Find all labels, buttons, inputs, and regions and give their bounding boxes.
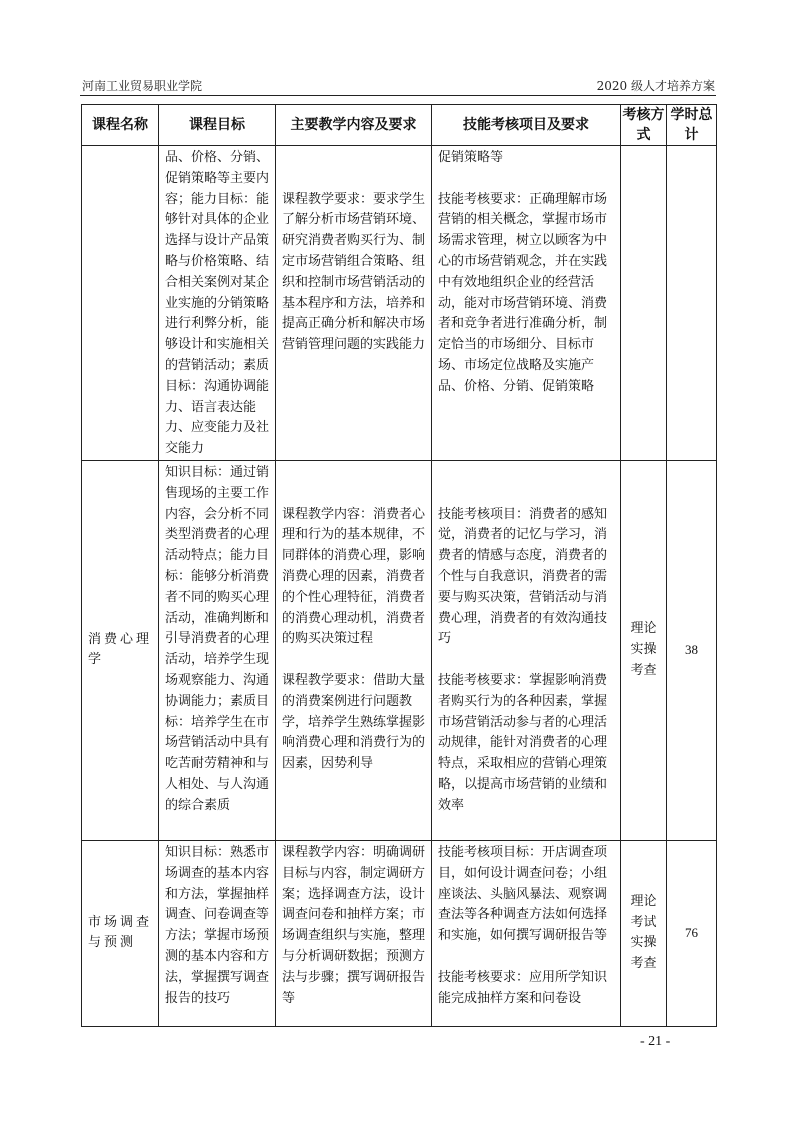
- course-name-cell: 市场调查与预测: [82, 840, 159, 1026]
- skills-cell: 促销策略等 技能考核要求：正确理解市场营销的相关概念，掌握市场市场需求管理，树立以顾客为中心的市场营销观念，并在实践中有效地组织企业的经营活动，能对市场营销环境、消费者和竞争者进行准确分析，制定恰当的市场细分、目标市场、市场定位战略及实施产品、价格、分销、促销策略: [432, 146, 621, 461]
- col-header-skills: 技能考核项目及要求: [432, 105, 621, 146]
- table-header-row: [82, 105, 717, 146]
- content-cell: 课程教学内容：消费者心理和行为的基本规律，不同群体的消费心理，影响消费心理的因素，消费者的个性心理特征，消费者的消费心理动机，消费者的购买决策过程 课程教学要求：借助大量的消费案例进行问题教学，培养学生熟练掌握影响消费心理和消费行为的因素，因势利导: [276, 460, 432, 840]
- course-name-cell: [82, 146, 159, 461]
- page-number: - 21 -: [640, 1034, 671, 1049]
- curriculum-table: [81, 104, 717, 1027]
- table-row: [82, 460, 717, 840]
- hours-cell: [667, 146, 717, 461]
- course-name-cell: 消费心理学: [82, 460, 159, 840]
- hours-cell: 38: [667, 460, 717, 840]
- content-cell: 课程教学要求：要求学生了解分析市场营销环境、研究消费者购买行为、制定市场营销组合策略、组织和控制市场营销活动的基本程序和方法，培养和提高正确分析和解决市场营销管理问题的实践能力: [276, 146, 432, 461]
- method-cell: [621, 146, 667, 461]
- skills-cell: 技能考核项目：消费者的感知觉，消费者的记忆与学习，消费者的情感与态度，消费者的个性与自我意识，消费者的需要与购买决策，营销活动与消费心理，消费者的有效沟通技巧 技能考核要求：掌握影响消费者购买行为的各种因素，掌握市场营销活动参与者的心理活动规律，能针对消费者的心理特点，采取相应的营销心理策略，以提高市场营销的业绩和效率: [432, 460, 621, 840]
- course-goals-cell: 知识目标：熟悉市场调查的基本内容和方法，掌握抽样调查、问卷调查等方法；掌握市场预测的基本内容和方法，掌握撰写调查报告的技巧: [159, 840, 276, 1026]
- course-goals-cell: 知识目标：通过销售现场的主要工作内容，会分析不同类型消费者的心理活动特点；能力目标：能够分析消费者不同的购买心理活动，准确判断和引导消费者的心理活动，培养学生现场观察能力、沟通协调能力；素质目标：培养学生在市场营销活动中具有吃苦耐劳精神和与人相处、与人沟通的综合素质: [159, 460, 276, 840]
- col-header-hours: 学时总计: [667, 105, 717, 146]
- institution-name: 河南工业贸易职业学院: [82, 79, 203, 93]
- col-header-course-name: 课程名称: [82, 105, 159, 146]
- hours-cell: 76: [667, 840, 717, 1026]
- content-cell: 课程教学内容：明确调研目标与内容，制定调研方案；选择调查方法，设计调查问卷和抽样方案；市场调查组织与实施，整理与分析调研数据；预测方法与步骤；撰写调研报告等: [276, 840, 432, 1026]
- col-header-method: 考核方式: [621, 105, 667, 146]
- method-cell: 理论考试实操考查: [621, 840, 667, 1026]
- document-title: 2020 级人才培养方案: [596, 79, 715, 93]
- table-row: [82, 840, 717, 1026]
- col-header-course-goals: 课程目标: [159, 105, 276, 146]
- skills-cell: 技能考核项目标：开店调查项目，如何设计调查问卷；小组座谈法、头脑风暴法、观察调查法等各种调查方法如何选择和实施，如何撰写调研报告等 技能考核要求：应用所学知识能完成抽样方案和问卷设: [432, 840, 621, 1026]
- col-header-content: 主要教学内容及要求: [276, 105, 432, 146]
- table-row: [82, 146, 717, 461]
- header-rule: [80, 95, 716, 96]
- method-cell: 理论实操考查: [621, 460, 667, 840]
- course-goals-cell: 品、价格、分销、促销策略等主要内容；能力目标：能够针对具体的企业选择与设计产品策略与价格策略、结合相关案例对某企业实施的分销策略进行利弊分析，能够设计和实施相关的营销活动；素质目标：沟通协调能力、语言表达能力、应变能力及社交能力: [159, 146, 276, 461]
